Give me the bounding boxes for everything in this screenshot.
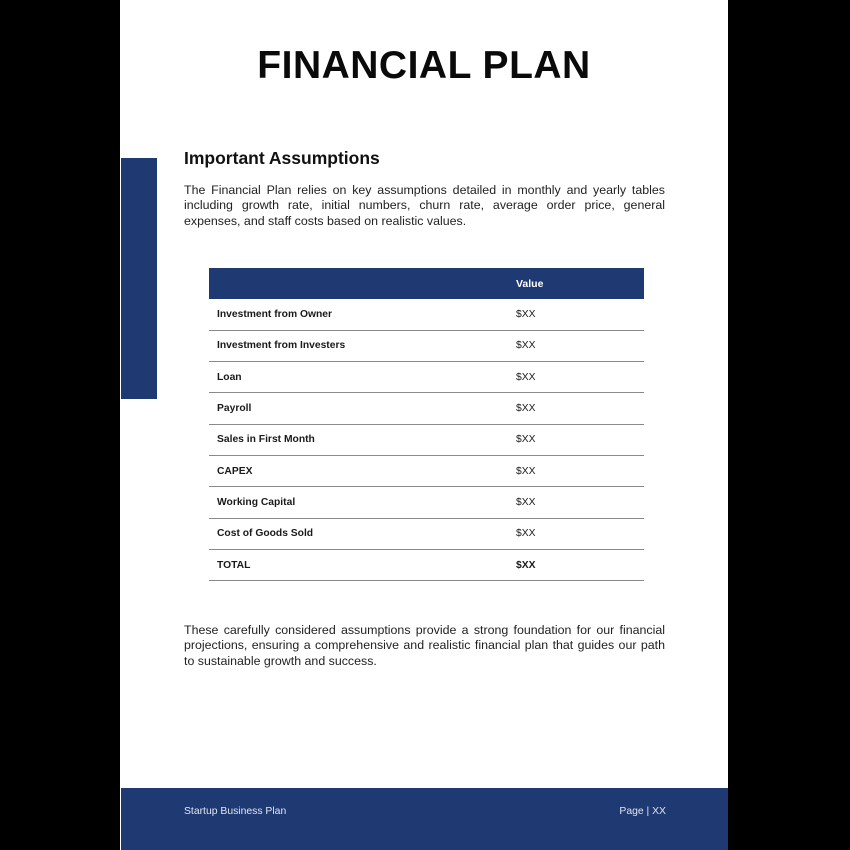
row-label: Cost of Goods Sold [209, 518, 516, 549]
table-row [209, 330, 644, 361]
header-label [209, 268, 516, 299]
row-value: $XX [516, 330, 644, 361]
row-label: CAPEX [209, 455, 516, 486]
footer-page-number: Page | XX [619, 806, 666, 817]
table-row [209, 393, 644, 424]
table-row [209, 362, 644, 393]
table-row [209, 487, 644, 518]
table-header-row [209, 268, 644, 299]
row-value: $XX [516, 299, 644, 330]
table-row [209, 299, 644, 330]
total-label: TOTAL [209, 549, 516, 580]
intro-paragraph: The Financial Plan relies on key assumptions detailed in monthly and yearly tables including growth rate, initial numbers, churn rate, average order price, general expenses, and staff costs based on realistic values. [184, 183, 665, 228]
row-value: $XX [516, 518, 644, 549]
row-label: Working Capital [209, 487, 516, 518]
table-total-row [209, 549, 644, 580]
page-footer [121, 788, 728, 850]
row-value: $XX [516, 455, 644, 486]
row-label: Payroll [209, 393, 516, 424]
row-label: Investment from Owner [209, 299, 516, 330]
footer-document-name: Startup Business Plan [184, 806, 287, 817]
row-label: Sales in First Month [209, 424, 516, 455]
header-value: Value [516, 268, 644, 299]
total-value: $XX [516, 549, 644, 580]
row-value: $XX [516, 424, 644, 455]
row-label: Loan [209, 362, 516, 393]
table-row [209, 455, 644, 486]
section-heading: Important Assumptions [184, 148, 380, 168]
assumptions-table [209, 268, 644, 581]
closing-paragraph: These carefully considered assumptions provide a strong foundation for our financial projections, ensuring a comprehensive and realistic financial plan that guides our path to sustainable growth and success. [184, 623, 665, 668]
row-value: $XX [516, 393, 644, 424]
table-row [209, 518, 644, 549]
row-label: Investment from Investers [209, 330, 516, 361]
page-title: FINANCIAL PLAN [257, 44, 591, 87]
document-page [120, 0, 728, 850]
table-row [209, 424, 644, 455]
row-value: $XX [516, 362, 644, 393]
accent-side-bar [121, 158, 157, 399]
row-value: $XX [516, 487, 644, 518]
